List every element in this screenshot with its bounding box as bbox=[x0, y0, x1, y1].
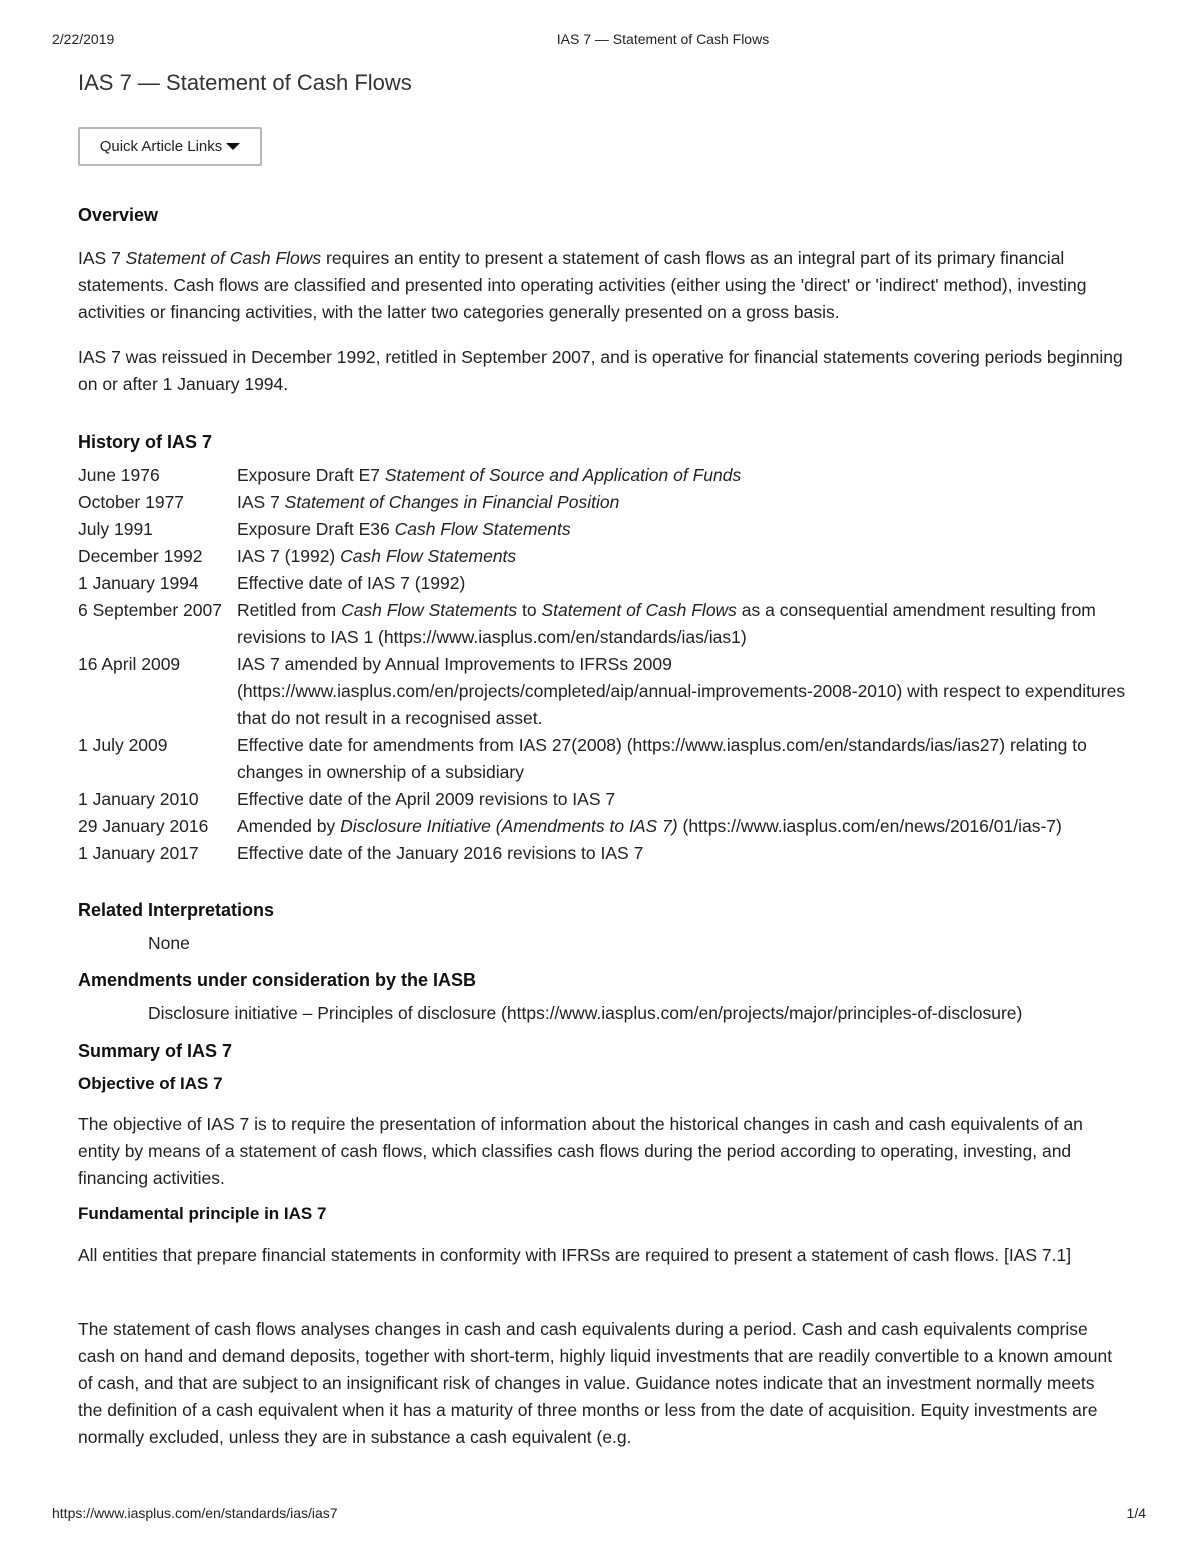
print-date: 2/22/2019 bbox=[52, 31, 115, 47]
summary-heading: Summary of IAS 7 bbox=[78, 1041, 233, 1061]
page-title: IAS 7 — Statement of Cash Flows bbox=[78, 70, 412, 95]
history-date: 1 July 2009 bbox=[78, 735, 168, 755]
history-description: Exposure Draft E7 Statement of Source and Application of Funds bbox=[237, 465, 742, 485]
history-row bbox=[78, 570, 1128, 597]
quick-article-links-label: Quick Article Links bbox=[99, 138, 223, 155]
history-date: 1 January 2017 bbox=[78, 843, 199, 863]
amendments-text: Disclosure initiative – Principles of disclosure (https://www.iasplus.com/en/projects/major/principles-of-disclosure) bbox=[148, 1003, 1023, 1023]
fundamental-principle-heading: Fundamental principle in IAS 7 bbox=[78, 1204, 327, 1223]
history-row bbox=[78, 732, 1128, 786]
history-row bbox=[78, 462, 1128, 489]
overview-paragraph-1: IAS 7 Statement of Cash Flows requires an entity to present a statement of cash flows as an integral part of its primary financial statements. Cash flows are classified and presented into operating activities (either using the 'direct' or 'indirect' method), investing activities or financing activities, with the latter two categories generally presented on a gross basis. bbox=[78, 248, 1087, 322]
history-date: July 1991 bbox=[78, 519, 153, 539]
history-description: IAS 7 amended by Annual Improvements to IFRSs 2009 (https://www.iasplus.com/en/projects/completed/aip/annual-improvements-2008-2010) with respect to expenditures that do not result in a recognised asset. bbox=[237, 654, 1126, 728]
fundamental-paragraph-2: The statement of cash flows analyses changes in cash and cash equivalents during a period. Cash and cash equivalents comprise cash on hand and demand deposits, together with short-term, highly liquid investments that are readily convertible to a known amount of cash, and that are subject to an insignificant risk of changes in value. Guidance notes indicate that an investment normally meets the definition of a cash equivalent when it has a maturity of three months or less from the date of acquisition. Equity investments are normally excluded, unless they are in substance a cash equivalent (e.g. bbox=[78, 1319, 1113, 1447]
history-row bbox=[78, 813, 1128, 840]
history-date: October 1977 bbox=[78, 492, 185, 512]
history-date: 1 January 2010 bbox=[78, 789, 199, 809]
caret-down-icon bbox=[226, 143, 240, 150]
related-interpretations-heading: Related Interpretations bbox=[78, 900, 275, 920]
history-description: IAS 7 (1992) Cash Flow Statements bbox=[237, 546, 517, 566]
history-date: 1 January 1994 bbox=[78, 573, 199, 593]
history-row bbox=[78, 597, 1128, 651]
related-interpretations-text: None bbox=[148, 933, 190, 953]
history-row bbox=[78, 489, 1128, 516]
fundamental-paragraph-1: All entities that prepare financial statements in conformity with IFRSs are required to present a statement of cash flows. [IAS 7.1] bbox=[78, 1245, 1072, 1265]
history-row bbox=[78, 840, 1128, 867]
history-row bbox=[78, 516, 1128, 543]
overview-heading: Overview bbox=[78, 205, 159, 225]
history-row bbox=[78, 651, 1128, 732]
history-date: 16 April 2009 bbox=[78, 654, 181, 674]
history-row bbox=[78, 786, 1128, 813]
overview-paragraph-2: IAS 7 was reissued in December 1992, retitled in September 2007, and is operative for financial statements covering periods beginning on or after 1 January 1994. bbox=[78, 347, 1123, 394]
objective-heading: Objective of IAS 7 bbox=[78, 1074, 223, 1093]
print-header-title: IAS 7 — Statement of Cash Flows bbox=[556, 31, 770, 47]
print-footer-url: https://www.iasplus.com/en/standards/ias/ias7 bbox=[52, 1505, 338, 1521]
history-description: Effective date of the January 2016 revisions to IAS 7 bbox=[237, 843, 644, 863]
objective-paragraph: The objective of IAS 7 is to require the presentation of information about the historical changes in cash and cash equivalents of an entity by means of a statement of cash flows, which classifies cash flows during the period according to operating, investing, and financing activities. bbox=[78, 1114, 1083, 1188]
amendments-heading: Amendments under consideration by the IASB bbox=[78, 970, 477, 990]
history-description: Effective date of the April 2009 revisions to IAS 7 bbox=[237, 789, 616, 809]
history-description: Effective date for amendments from IAS 27(2008) (https://www.iasplus.com/en/standards/ias/ias27) relating to changes in ownership of a subsidiary bbox=[237, 735, 1087, 782]
history-list bbox=[78, 462, 1128, 867]
history-date: 6 September 2007 bbox=[78, 600, 222, 620]
history-description: Effective date of IAS 7 (1992) bbox=[237, 573, 466, 593]
history-description: Exposure Draft E36 Cash Flow Statements bbox=[237, 519, 571, 539]
history-row bbox=[78, 543, 1128, 570]
history-description: IAS 7 Statement of Changes in Financial Position bbox=[237, 492, 620, 512]
history-description: Amended by Disclosure Initiative (Amendments to IAS 7) (https://www.iasplus.com/en/news/2016/01/ias-7) bbox=[237, 816, 1062, 836]
history-date: June 1976 bbox=[78, 465, 160, 485]
history-description: Retitled from Cash Flow Statements to Statement of Cash Flows as a consequential amendment resulting from revisions to IAS 1 (https://www.iasplus.com/en/standards/ias/ias1) bbox=[237, 600, 1096, 647]
quick-article-links-button[interactable] bbox=[78, 127, 262, 166]
history-heading: History of IAS 7 bbox=[78, 432, 213, 452]
history-date: December 1992 bbox=[78, 546, 203, 566]
history-date: 29 January 2016 bbox=[78, 816, 209, 836]
print-page-number: 1/4 bbox=[1126, 1505, 1146, 1521]
